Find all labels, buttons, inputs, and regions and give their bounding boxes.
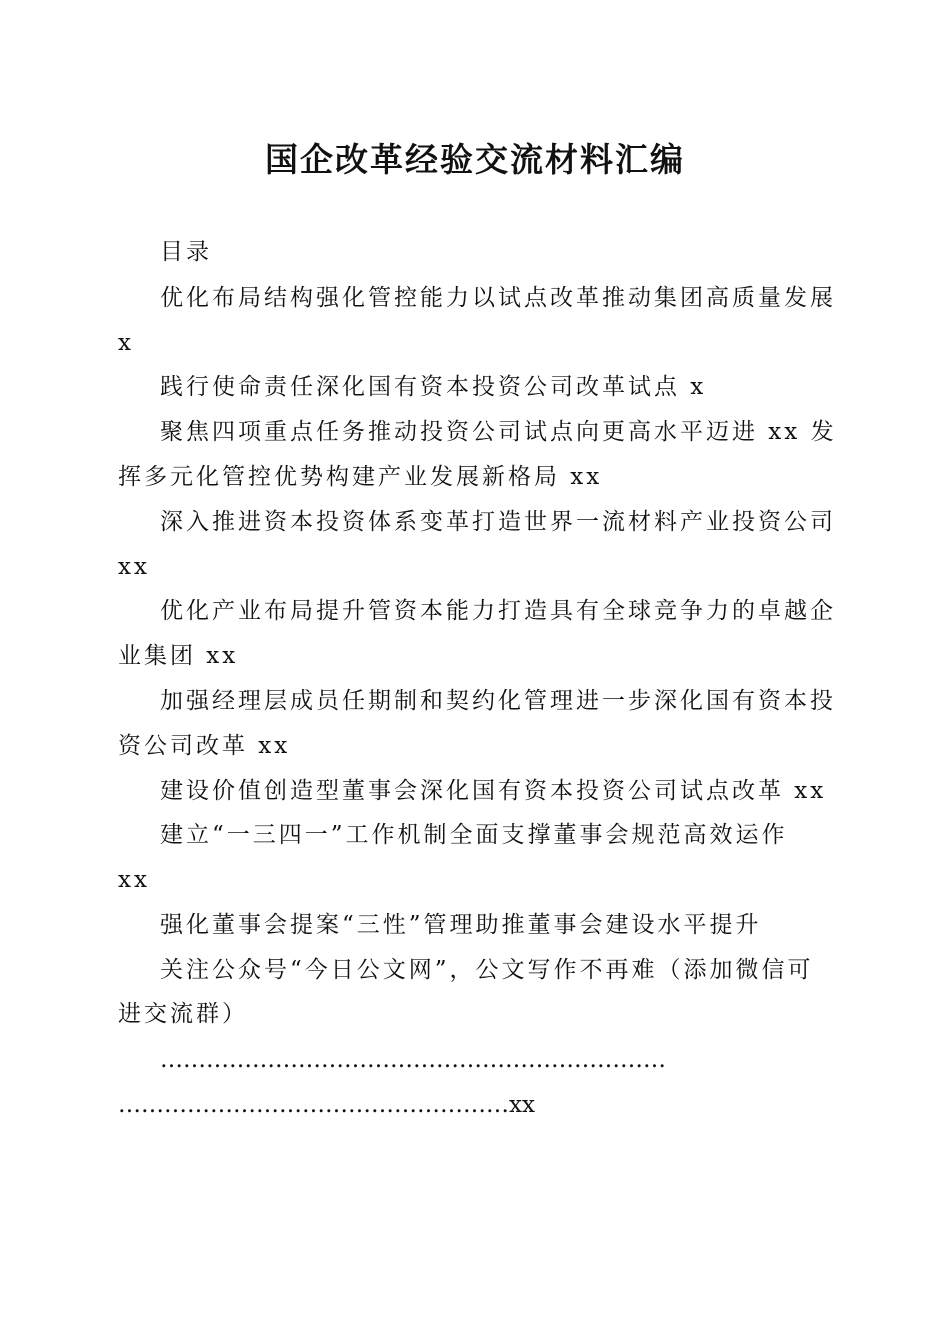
toc-heading: 目录: [160, 239, 212, 265]
toc-line: x: [118, 330, 134, 356]
toc-line: 建设价值创造型董事会深化国有资本投资公司试点改革 xx: [160, 778, 827, 804]
toc-line: 深入推进资本投资体系变革打造世界一流材料产业投资公司: [160, 509, 836, 535]
document-title: 国企改革经验交流材料汇编: [265, 140, 685, 179]
toc-leader-dots-page: ……………………………………………xx: [118, 1092, 535, 1118]
toc-line: xx: [118, 867, 150, 893]
toc-line: 优化布局结构强化管控能力以试点改革推动集团高质量发展: [160, 285, 836, 311]
toc-line: 优化产业布局提升管资本能力打造具有全球竞争力的卓越企: [160, 598, 836, 624]
toc-line: 加强经理层成员任期制和契约化管理进一步深化国有资本投: [160, 688, 836, 714]
toc-line: xx: [118, 554, 150, 580]
toc-line: 资公司改革 xx: [118, 733, 291, 759]
toc-line: 践行使命责任深化国有资本投资公司改革试点 x: [160, 374, 707, 400]
toc-line: 关注公众号“今日公文网”，公文写作不再难（添加微信可: [160, 957, 814, 983]
toc-line: 挥多元化管控优势构建产业发展新格局 xx: [118, 464, 603, 490]
toc-line: 进交流群）: [118, 1001, 248, 1027]
toc-line: 强化董事会提案“三性”管理助推董事会建设水平提升: [160, 912, 762, 938]
toc-line: 业集团 xx: [118, 643, 239, 669]
toc-line: 聚焦四项重点任务推动投资公司试点向更高水平迈进 xx 发: [160, 419, 837, 445]
toc-line: 建立“一三四一”工作机制全面支撑董事会规范高效运作: [160, 822, 788, 848]
toc-leader-dots: …………………………………………………………: [160, 1047, 666, 1073]
